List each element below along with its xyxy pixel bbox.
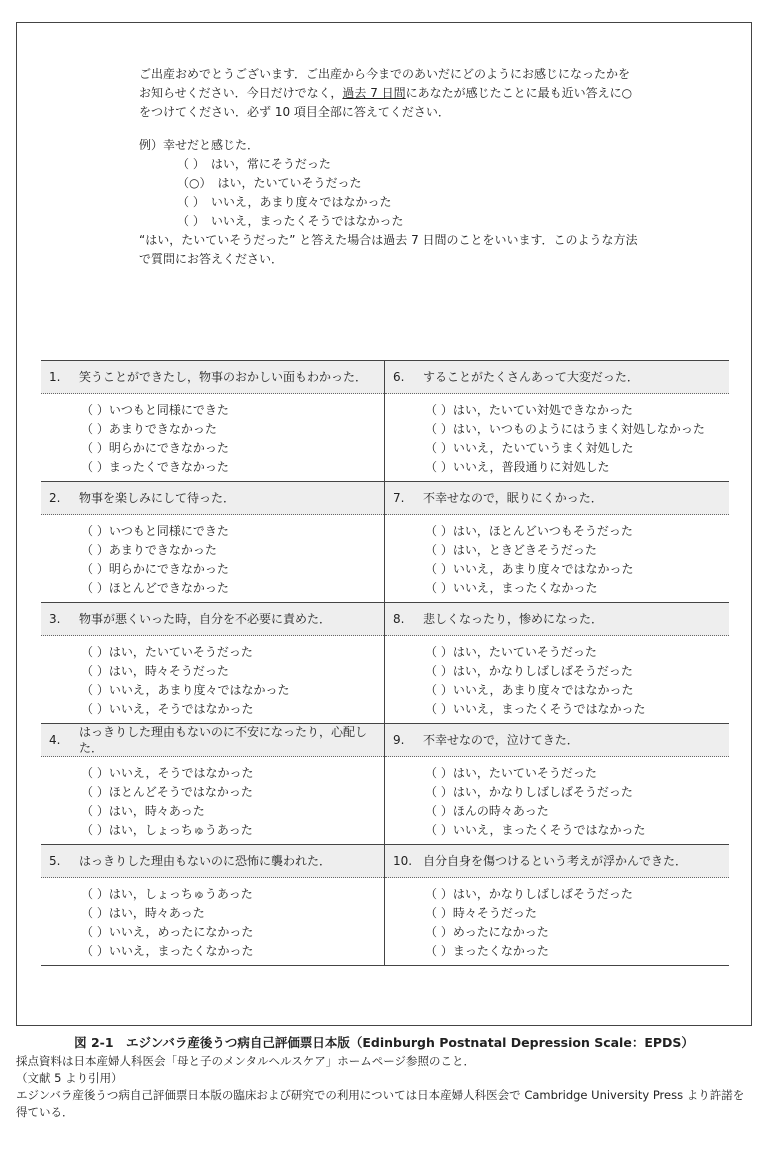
question-cell bbox=[41, 844, 385, 965]
answer-option[interactable]: （ ）はい，たいていそうだった bbox=[81, 645, 253, 659]
answer-option[interactable]: （ ）いいえ，あまり度々ではなかった bbox=[425, 562, 634, 576]
question-number: 8. bbox=[393, 612, 405, 626]
answer-option[interactable]: （ ）いいえ，あまり度々ではなかった bbox=[425, 683, 634, 697]
question-number: 6. bbox=[393, 370, 405, 384]
question-header bbox=[41, 602, 384, 636]
question-number: 10. bbox=[393, 854, 413, 868]
answer-options bbox=[41, 757, 384, 844]
example-note: “はい，たいていそうだった” と答えた場合は過去 7 日間のことをいいます．このような方法で質問にお答えください． bbox=[139, 233, 638, 266]
questionnaire-frame bbox=[16, 22, 752, 1026]
caption-line: エジンバラ産後うつ病自己評価票日本版の臨床および研究での利用については日本産婦人科医会で Cambridge University Press より許諾を得ている． bbox=[16, 1088, 745, 1119]
question-header bbox=[41, 723, 384, 757]
question-text: 不幸せなので，泣けてきた． bbox=[423, 733, 579, 747]
question-number: 5. bbox=[49, 854, 61, 868]
answer-options bbox=[41, 878, 384, 965]
question-number: 2. bbox=[49, 491, 61, 505]
example-option: （○） はい，たいていそうだった bbox=[177, 176, 362, 190]
example-option: （ ） はい，常にそうだった bbox=[177, 157, 331, 171]
example-title: 例）幸せだと感じた． bbox=[139, 138, 260, 152]
question-text: 物事が悪くいった時，自分を不必要に責めた． bbox=[79, 612, 332, 626]
question-text: 笑うことができたし，物事のおかしい面もわかった． bbox=[79, 370, 368, 384]
caption-line: （文献 5 より引用） bbox=[16, 1071, 123, 1085]
question-text: 自分自身を傷つけるという考えが浮かんできた． bbox=[423, 854, 688, 868]
answer-option[interactable]: （ ）はい，ほとんどいつもそうだった bbox=[425, 524, 633, 538]
answer-option[interactable]: （ ）いいえ，まったくなかった bbox=[425, 581, 598, 595]
question-cell bbox=[385, 723, 729, 844]
answer-option[interactable]: （ ）まったくできなかった bbox=[81, 460, 229, 474]
question-number: 4. bbox=[49, 733, 61, 747]
question-text: 悲しくなったり，惨めになった． bbox=[423, 612, 604, 626]
question-row bbox=[41, 360, 729, 481]
answer-option[interactable]: （ ）はい，たいていそうだった bbox=[425, 766, 597, 780]
question-text: はっきりした理由もないのに不安になったり，心配した． bbox=[79, 725, 368, 755]
answer-option[interactable]: （ ）いいえ，まったくそうではなかった bbox=[425, 702, 646, 716]
answer-options bbox=[385, 636, 729, 723]
answer-options bbox=[41, 515, 384, 602]
answer-option[interactable]: （ ）いつもと同様にできた bbox=[81, 524, 229, 538]
answer-option[interactable]: （ ）いいえ，そうではなかった bbox=[81, 702, 254, 716]
answer-options bbox=[385, 515, 729, 602]
question-number: 7. bbox=[393, 491, 405, 505]
answer-option[interactable]: （ ）いいえ，めったになかった bbox=[81, 925, 254, 939]
answer-option[interactable]: （ ）はい，たいてい対処できなかった bbox=[425, 403, 633, 417]
answer-option[interactable]: （ ）あまりできなかった bbox=[81, 543, 217, 557]
answer-option[interactable]: （ ）いいえ，あまり度々ではなかった bbox=[81, 683, 290, 697]
question-cell bbox=[385, 481, 729, 602]
question-cell bbox=[41, 602, 385, 723]
example-block bbox=[139, 136, 639, 231]
answer-option[interactable]: （ ）はい，たいていそうだった bbox=[425, 645, 597, 659]
question-header bbox=[385, 723, 729, 757]
answer-option[interactable]: （ ）はい，ときどきそうだった bbox=[425, 543, 597, 557]
question-number: 1. bbox=[49, 370, 61, 384]
answer-options bbox=[41, 394, 384, 481]
question-cell bbox=[41, 481, 385, 602]
caption-title: 図 2-1 エジンバラ産後うつ病自己評価票日本版（Edinburgh Postnatal Depression Scale：EPDS） bbox=[74, 1035, 694, 1050]
answer-option[interactable]: （ ）いいえ，そうではなかった bbox=[81, 766, 254, 780]
question-grid bbox=[41, 360, 729, 966]
answer-option[interactable]: （ ）はい，しょっちゅうあった bbox=[81, 887, 253, 901]
question-header bbox=[41, 360, 384, 394]
question-header bbox=[385, 481, 729, 515]
answer-option[interactable]: （ ）めったになかった bbox=[425, 925, 549, 939]
answer-options bbox=[385, 878, 729, 965]
answer-option[interactable]: （ ）はい，時々そうだった bbox=[81, 664, 229, 678]
question-header bbox=[385, 602, 729, 636]
question-cell bbox=[41, 360, 385, 481]
answer-option[interactable]: （ ）いいえ，まったくなかった bbox=[81, 944, 254, 958]
question-cell bbox=[385, 360, 729, 481]
answer-option[interactable]: （ ）はい，しょっちゅうあった bbox=[81, 823, 253, 837]
answer-option[interactable]: （ ）ほんの時々あった bbox=[425, 804, 549, 818]
answer-option[interactable]: （ ）はい，いつものようにはうまく対処しなかった bbox=[425, 422, 705, 436]
figure-caption bbox=[16, 1034, 752, 1121]
question-number: 9. bbox=[393, 733, 405, 747]
question-text: 物事を楽しみにして待った． bbox=[79, 491, 236, 505]
instructions-paragraph bbox=[139, 65, 639, 122]
answer-option[interactable]: （ ）はい，かなりしばしばそうだった bbox=[425, 664, 633, 678]
question-header bbox=[41, 844, 384, 878]
question-cell bbox=[385, 602, 729, 723]
question-text: はっきりした理由もないのに恐怖に襲われた． bbox=[79, 854, 332, 868]
answer-option[interactable]: （ ）いいえ，普段通りに対処した bbox=[425, 460, 610, 474]
answer-options bbox=[385, 757, 729, 844]
answer-option[interactable]: （ ）明らかにできなかった bbox=[81, 441, 229, 455]
example-option: （ ） いいえ，あまり度々ではなかった bbox=[177, 195, 392, 209]
question-header bbox=[41, 481, 384, 515]
question-header bbox=[385, 844, 729, 878]
answer-options bbox=[385, 394, 729, 481]
answer-option[interactable]: （ ）まったくなかった bbox=[425, 944, 549, 958]
answer-option[interactable]: （ ）ほとんどそうではなかった bbox=[81, 785, 253, 799]
answer-option[interactable]: （ ）時々そうだった bbox=[425, 906, 537, 920]
caption-line: 採点資料は日本産婦人科医会「母と子のメンタルヘルスケア」ホームページ参照のこと． bbox=[16, 1054, 475, 1068]
answer-option[interactable]: （ ）はい，かなりしばしばそうだった bbox=[425, 887, 633, 901]
question-text: することがたくさんあって大変だった． bbox=[423, 370, 639, 384]
question-text: 不幸せなので，眠りにくかった． bbox=[423, 491, 603, 505]
answer-option[interactable]: （ ）いつもと同様にできた bbox=[81, 403, 229, 417]
answer-option[interactable]: （ ）はい，時々あった bbox=[81, 804, 205, 818]
answer-option[interactable]: （ ）ほとんどできなかった bbox=[81, 581, 229, 595]
answer-option[interactable]: （ ）はい，かなりしばしばそうだった bbox=[425, 785, 633, 799]
answer-option[interactable]: （ ）あまりできなかった bbox=[81, 422, 217, 436]
question-row bbox=[41, 481, 729, 602]
answer-option[interactable]: （ ）はい，時々あった bbox=[81, 906, 205, 920]
instructions-text-a: ご出産おめでとうございます．ご出産から今までのあいだにどのようにお感じになったかをお知らせください．今日だけでなく， bbox=[139, 67, 631, 100]
answer-options bbox=[41, 636, 384, 723]
instructions bbox=[139, 65, 639, 269]
question-row bbox=[41, 602, 729, 723]
question-row bbox=[41, 844, 729, 965]
question-row bbox=[41, 723, 729, 844]
question-cell bbox=[41, 723, 385, 844]
question-cell bbox=[385, 844, 729, 965]
answer-option[interactable]: （ ）いいえ，まったくそうではなかった bbox=[425, 823, 646, 837]
answer-option[interactable]: （ ）明らかにできなかった bbox=[81, 562, 229, 576]
example-option: （ ） いいえ，まったくそうではなかった bbox=[177, 214, 404, 228]
instructions-emphasis: 過去 7 日間 bbox=[342, 86, 406, 100]
question-number: 3. bbox=[49, 612, 61, 626]
instructions-text-b: にあなたが感じたことに最も近い答えに○をつけてください．必ず 10 項目全部に答えてください． bbox=[139, 86, 633, 119]
question-header bbox=[385, 360, 729, 394]
answer-option[interactable]: （ ）いいえ，たいていうまく対処した bbox=[425, 441, 634, 455]
